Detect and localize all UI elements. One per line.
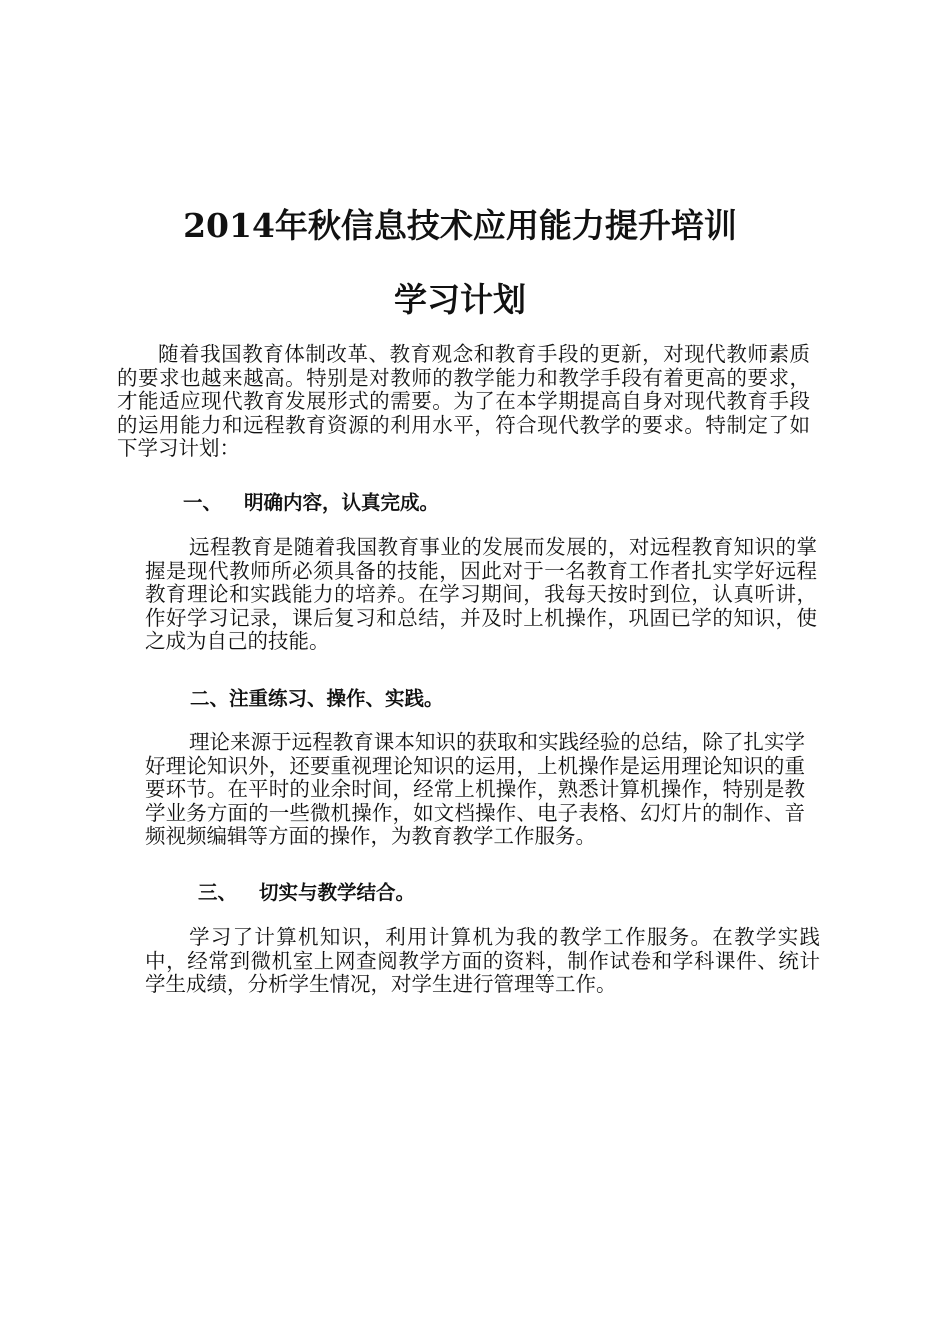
- intro-paragraph: 随着我国教育体制改革、教育观念和教育手段的更新，对现代教师素质的要求也越来越高。特别是对教师的教学能力和教学手段有着更高的要求，才能适应现代教育发展形式的需要。为了在本学期提高自身对现代教育手段的运用能力和远程教育资源的利用水平，符合现代教学的要求。特制定了如下学习计划：: [117, 342, 810, 460]
- section-3-body: 学习了计算机知识，利用计算机为我的教学工作服务。在教学实践中，经常到微机室上网查阅教学方面的资料，制作试卷和学科课件、统计学生成绩，分析学生情况，对学生进行管理等工作。: [145, 925, 820, 996]
- section-1-body: 远程教育是随着我国教育事业的发展而发展的，对远程教育知识的掌握是现代教师所必须具备的技能，因此对于一名教育工作者扎实学好远程教育理论和实践能力的培养。在学习期间，我每天按时到位，认真听讲，作好学习记录，课后复习和总结，并及时上机操作，巩固已学的知识，使之成为自己的技能。: [145, 535, 817, 653]
- section-1-number: 一、: [183, 491, 223, 514]
- document-subtitle: 学习计划: [394, 280, 526, 319]
- section-2-body: 理论来源于远程教育课本知识的获取和实践经验的总结，除了扎实学好理论知识外，还要重视理论知识的运用，上机操作是运用理论知识的重要环节。在平时的业余时间，经常上机操作，熟悉计算机操作，特别是教学业务方面的一些微机操作，如文档操作、电子表格、幻灯片的制作、音频视频编辑等方面的操作，为教育教学工作服务。: [145, 730, 805, 848]
- section-3-heading: [198, 877, 415, 905]
- section-2-heading-text: 二、注重练习、操作、实践。: [190, 687, 444, 710]
- section-3-heading-text: 切实与教学结合。: [259, 881, 416, 904]
- section-1-heading: [183, 487, 439, 515]
- section-2-heading: [190, 683, 444, 711]
- section-3-number: 三、: [198, 881, 238, 904]
- document-title: 2014年秋信息技术应用能力提升培训: [183, 206, 737, 245]
- section-1-heading-text: 明确内容，认真完成。: [244, 491, 440, 514]
